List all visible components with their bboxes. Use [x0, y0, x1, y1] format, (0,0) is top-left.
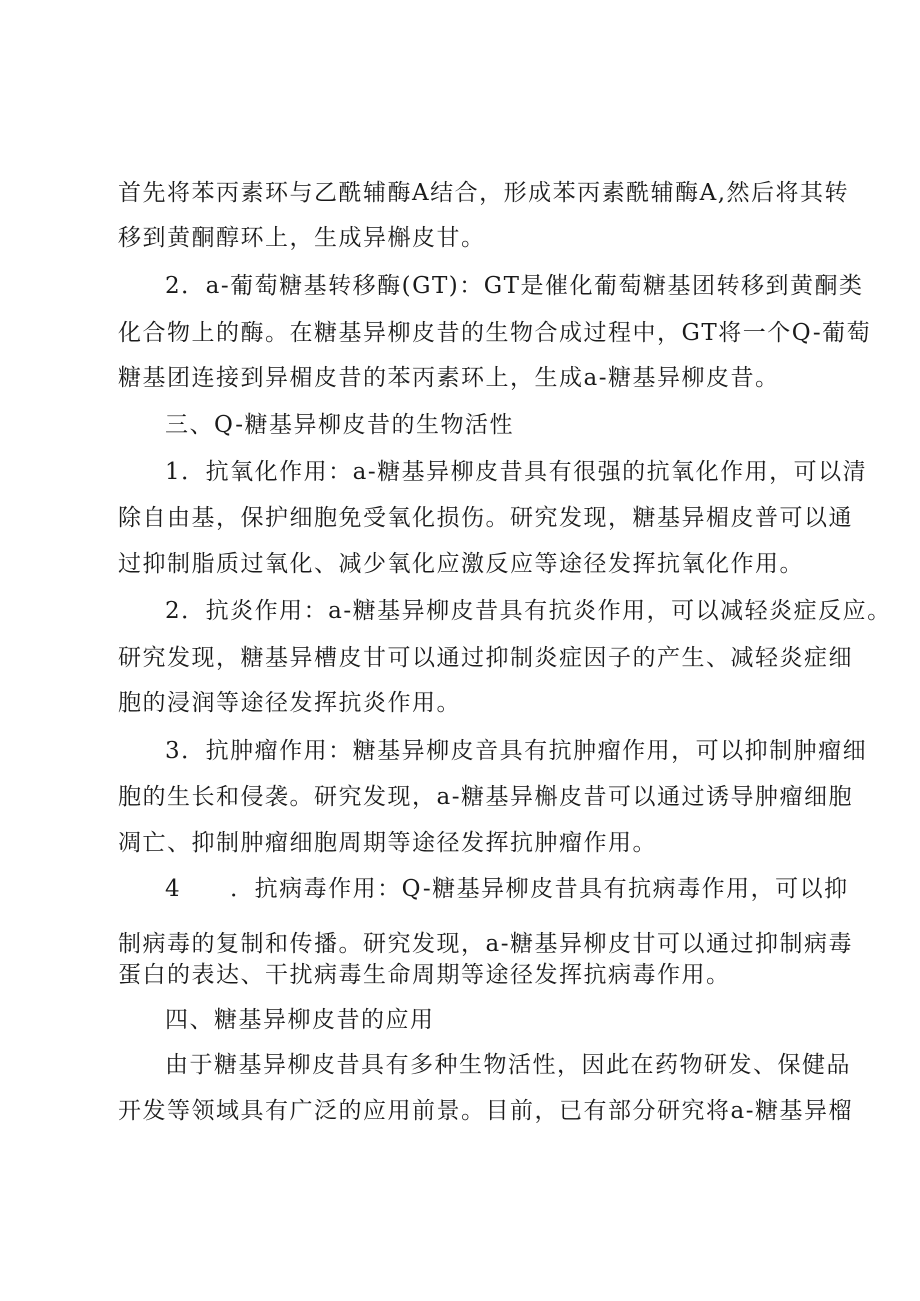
- text-line: 研究发现，糖基异槽皮甘可以通过抑制炎症因子的产生、减轻炎症细: [118, 645, 853, 671]
- text-line: 制病毒的复制和传播。研究发现，a-糖基异柳皮甘可以通过抑制病毒: [118, 931, 853, 957]
- text-line: 2．抗炎作用：a-糖基异柳皮昔具有抗炎作用，可以减轻炎症反应。: [165, 598, 892, 624]
- text-line: 移到黄酮醇环上，生成异槲皮甘。: [118, 225, 486, 251]
- text-line: 胞的浸润等途径发挥抗炎作用。: [118, 690, 461, 716]
- section-heading: 四、糖基异柳皮昔的应用: [165, 1007, 435, 1033]
- section-heading: 三、Q-糖基异柳皮昔的生物活性: [165, 412, 514, 438]
- text-line: 开发等领域具有广泛的应用前景。目前，已有部分研究将a-糖基异榴: [118, 1098, 853, 1124]
- text-line: 过抑制脂质过氧化、减少氧化应激反应等途径发挥抗氧化作用。: [118, 551, 804, 577]
- text-line: 1．抗氧化作用：a-糖基异柳皮昔具有很强的抗氧化作用，可以清: [165, 459, 868, 485]
- text-line: 化合物上的酶。在糖基异柳皮昔的生物合成过程中，GT将一个Q-葡萄: [118, 320, 872, 346]
- text-line: 糖基团连接到异楣皮昔的苯丙素环上，生成a-糖基异柳皮昔。: [118, 365, 780, 391]
- text-line: 由于糖基异柳皮昔具有多种生物活性，因此在药物研发、保健品: [165, 1052, 851, 1078]
- text-line: 4 ．抗病毒作用：Q-糖基异柳皮昔具有抗病毒作用，可以抑: [165, 876, 849, 902]
- text-line: 除自由基，保护细胞免受氧化损伤。研究发现，糖基异楣皮普可以通: [118, 505, 853, 531]
- text-line: 凋亡、抑制肿瘤细胞周期等途径发挥抗肿瘤作用。: [118, 830, 657, 856]
- text-line: 首先将苯丙素环与乙酰辅酶A结合，形成苯丙素酰辅酶A,然后将其转: [118, 180, 850, 206]
- text-line: 蛋白的表达、干扰病毒生命周期等途径发挥抗病毒作用。: [118, 962, 731, 988]
- text-line: 3．抗肿瘤作用：糖基异柳皮音具有抗肿瘤作用，可以抑制肿瘤细: [165, 738, 868, 764]
- text-line: 2．a-葡萄糖基转移酶(GT)：GT是催化葡萄糖基团转移到黄酮类: [165, 273, 864, 299]
- text-line: 胞的生长和侵袭。研究发现，a-糖基异槲皮昔可以通过诱导肿瘤细胞: [118, 784, 853, 810]
